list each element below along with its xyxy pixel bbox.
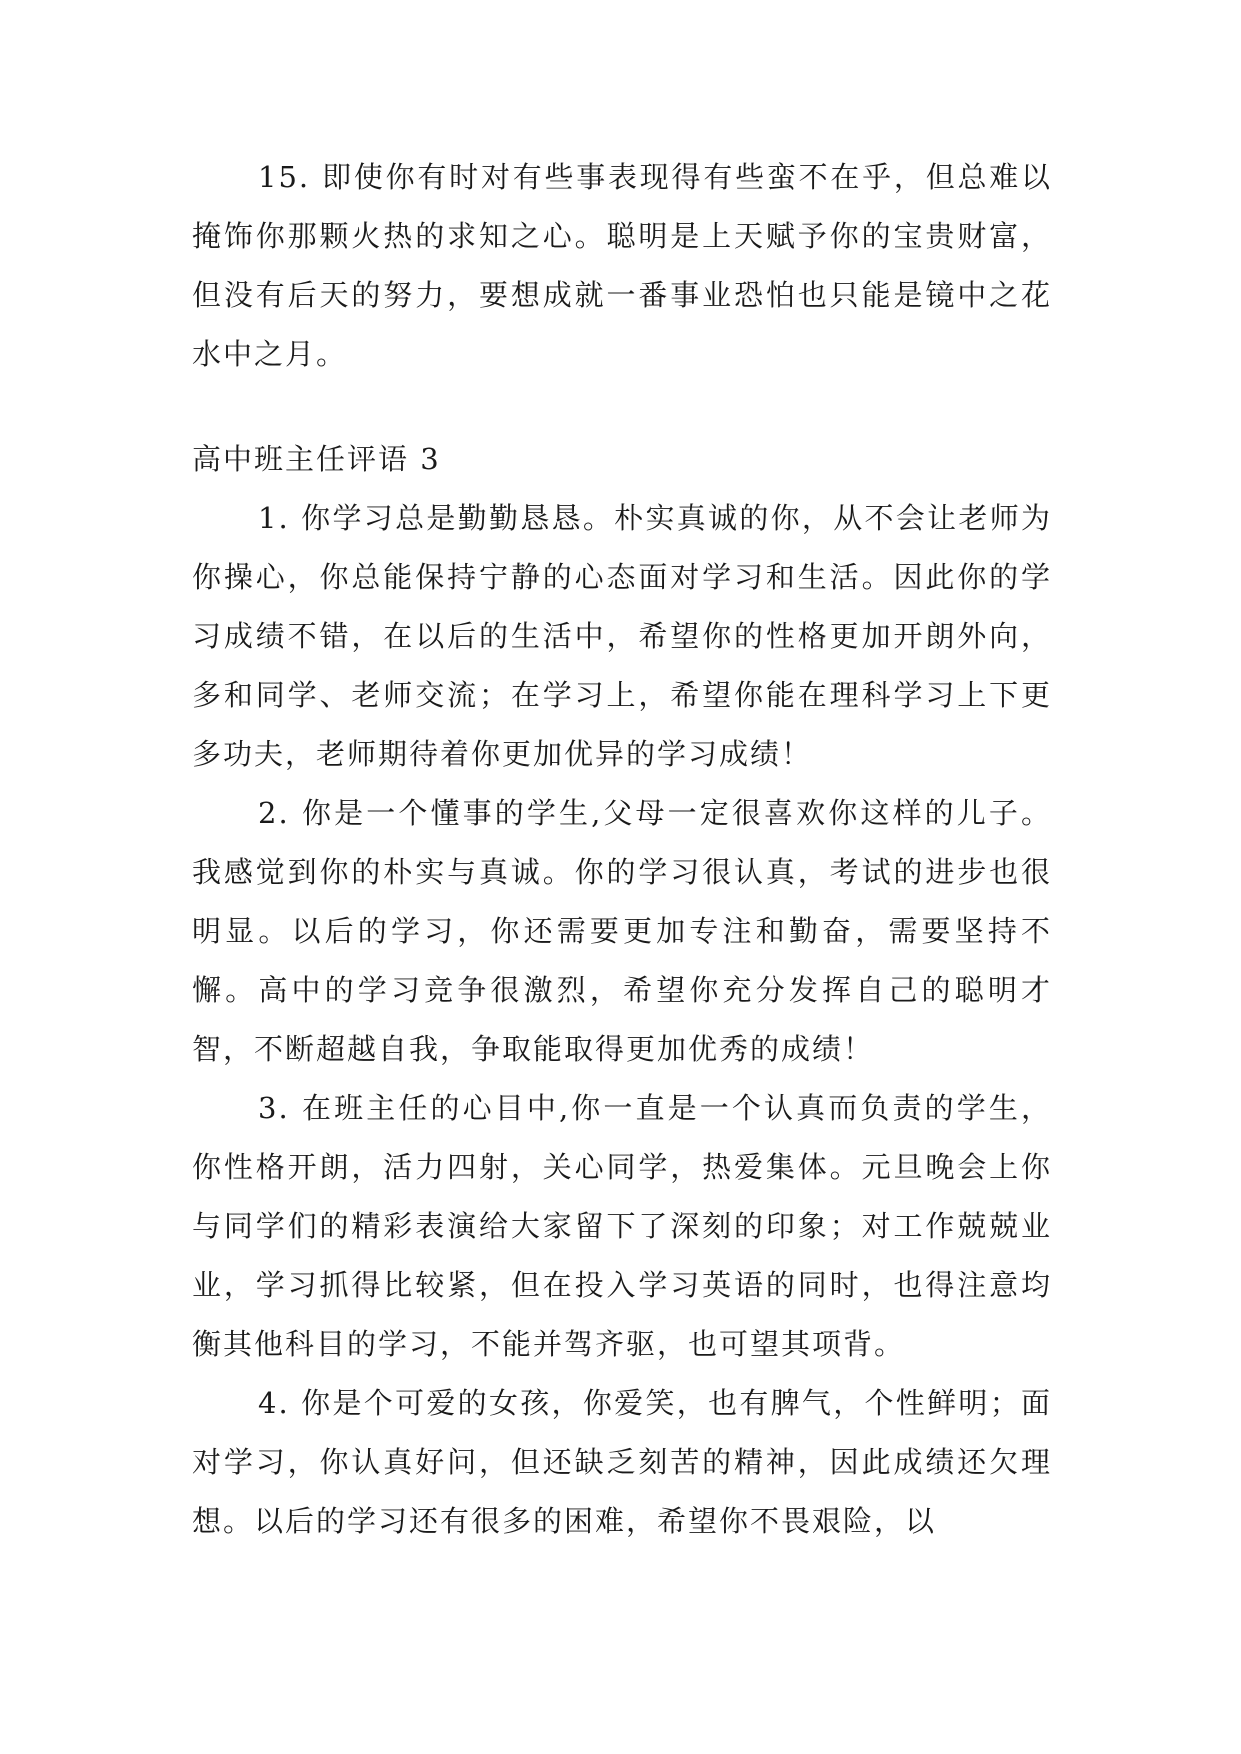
comment-paragraph-1: 1. 你学习总是勤勤恳恳。朴实真诚的你，从不会让老师为你操心，你总能保持宁静的心态面对学习和生活。因此你的学习成绩不错，在以后的生活中，希望你的性格更加开朗外向，多和同学、老师交流；在学习上，希望你能在理科学习上下更多功夫，老师期待着你更加优异的学习成绩！	[192, 501, 1052, 771]
intro-paragraph: 15. 即使你有时对有些事表现得有些蛮不在乎，但总难以掩饰你那颗火热的求知之心。聪明是上天赋予你的宝贵财富，但没有后天的努力，要想成就一番事业恐怕也只能是镜中之花水中之月。	[192, 160, 1052, 371]
comment-paragraph-2: 2. 你是一个懂事的学生,父母一定很喜欢你这样的儿子。我感觉到你的朴实与真诚。你的学习很认真，考试的进步也很明显。以后的学习，你还需要更加专注和勤奋，需要坚持不懈。高中的学习竞争很激烈，希望你充分发挥自己的聪明才智，不断超越自我，争取能取得更加优秀的成绩！	[192, 796, 1052, 1066]
comment-paragraph-4: 4. 你是个可爱的女孩，你爱笑，也有脾气，个性鲜明；面对学习，你认真好问，但还缺乏刻苦的精神，因此成绩还欠理想。以后的学习还有很多的困难，希望你不畏艰险，以	[192, 1386, 1052, 1538]
document-body	[192, 148, 1052, 1551]
comment-paragraph-3: 3. 在班主任的心目中,你一直是一个认真而负责的学生，你性格开朗，活力四射，关心同学，热爱集体。元旦晚会上你与同学们的精彩表演给大家留下了深刻的印象；对工作兢兢业业，学习抓得比较紧，但在投入学习英语的同时，也得注意均衡其他科目的学习，不能并驾齐驱，也可望其项背。	[192, 1091, 1052, 1361]
section-title: 高中班主任评语 3	[192, 442, 441, 476]
